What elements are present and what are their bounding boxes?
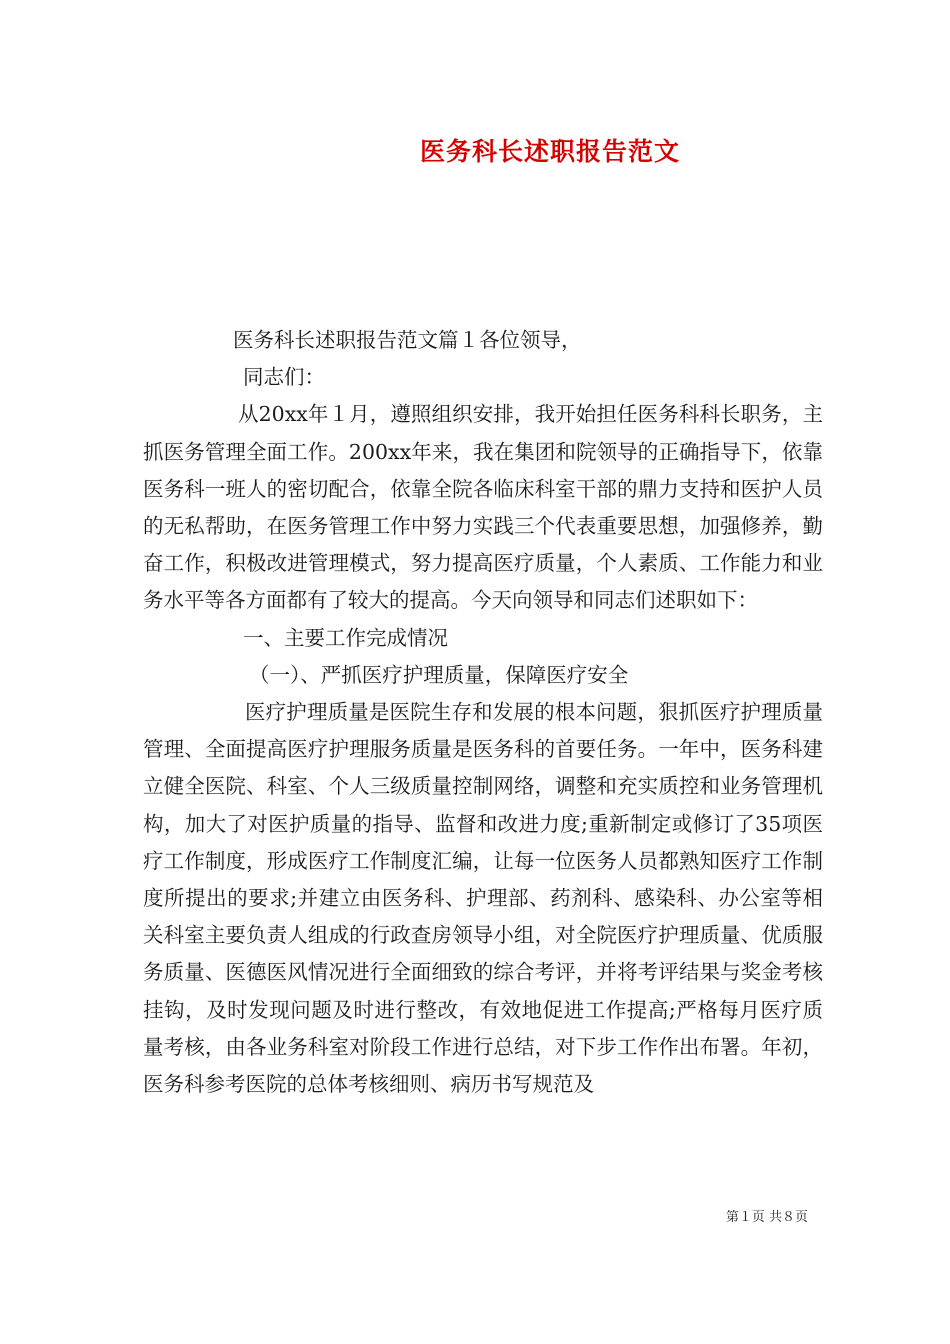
paragraph-comrades: 同志们： — [243, 365, 325, 390]
page-number-footer: 第１页 共８页 — [725, 1210, 808, 1225]
document-body — [143, 322, 823, 1103]
paragraph-quality: 医疗护理质量是医院生存和发展的根本问题，狠抓医疗护理质量管理、全面提高医疗护理服务质量是医务科的首要任务。一年中，医务科建立健全医院、科室、个人三级质量控制网络，调整和充实质控和业务管理机构，加大了对医护质量的指导、监督和改进力度;重新制定或修订了35项医疗工作制度，形成医疗工作制度汇编，让每一位医务人员都熟知医疗工作制度所提出的要求;并建立由医务科、护理部、药剂科、感染科、办公室等相关科室主要负责人组成的行政查房领导小组，对全院医疗护理质量、优质服务质量、医德医风情况进行全面细致的综合考评，并将考评结果与奖金考核挂钩，及时发现问题及时进行整改，有效地促进工作提高;严格每月医疗质量考核，由各业务科室对阶段工作进行总结，对下步工作作出布署。年初，医务科参考医院的总体考核细则、病历书写规范及 — [143, 700, 823, 1097]
paragraph-intro: 从20xx年１月，遵照组织安排，我开始担任医务科科长职务，主抓医务管理全面工作。200xx年来，我在集团和院领导的正确指导下，依靠医务科一班人的密切配合，依靠全院各临床科室干部的鼎力支持和医护人员的无私帮助，在医务管理工作中努力实践三个代表重要思想，加强修养，勤奋工作，积极改进管理模式，努力提高医疗质量，个人素质、工作能力和业务水平等各方面都有了较大的提高。今天向领导和同志们述职如下： — [143, 402, 823, 613]
subsection-heading: （一）、严抓医疗护理质量，保障医疗安全 — [249, 662, 629, 687]
section-heading: 一、主要工作完成情况 — [243, 625, 448, 650]
paragraph-greeting: 医务科长述职报告范文篇１各位领导， — [233, 328, 582, 352]
document-title: 医务科长述职报告范文 — [419, 137, 680, 166]
